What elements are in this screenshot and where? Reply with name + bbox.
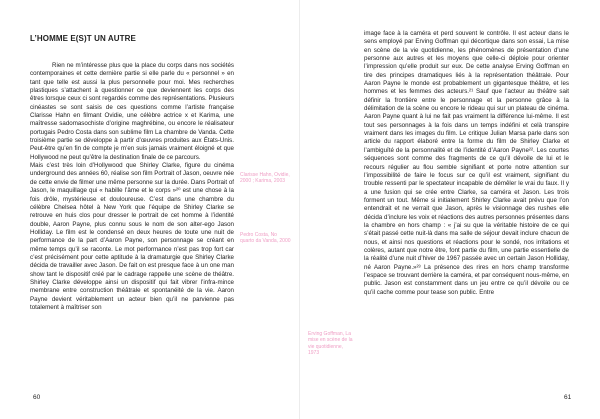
paragraph: Rien ne m’intéresse plus que la place du corps dans nos sociétés contemporaines et cette dernière partie si elle parle du « personnel » en tant que telle est aussi la plus personnelle pour moi. Mes recherches plastiques s’attachent à questionner ce que deviennent les corps des êtres lorsque ceux ci sont regardés comme des représentations. Plusieurs cinéastes se sont saisis de ces questions comme l’artiste française Clarisse Hahn en filmant Ovidie, une célèbre actrice x et Karima, une maîtresse sadomasochiste d’origine maghrébine, ou encore le réalisateur portugais Pedro Costa dans son sublime film La chambre de Vanda. Cette troisième partie se développe à partir d’œuvres produites aux États-Unis. Peut-être qu’en fin de compte je m’en suis jamais vraiment éloigné et que Hollywood ne peut qu’être la destination finale de ce parcours. bbox=[30, 62, 234, 161]
right-page bbox=[300, 0, 600, 419]
chapter-heading: L’HOMME E(S)T UN AUTRE bbox=[30, 34, 136, 43]
page-number-right: 61 bbox=[564, 394, 572, 401]
paragraph: Mais c’est très loin d’Hollywood que Shirley Clarke, figure du cinéma underground des années 60, réalise son film Portrait of Jason, oeuvre née de cette envie de filmer une même personne sur la durée. Dans Portrait of Jason, le maquillage qui « habille l’âme et le corps »²⁰ est une chose à la fois drôle, mystérieuse et douloureuse. C’est dans une chambre du célèbre Chelsea hôtel à New York que l’équipe de Shirley Clarke se retrouve en huis clos pour dresser le portrait de cet homme à l’identité double, Aaron Payne, plus connu sous le nom de son alter-ego Jason Holliday. Le film est le condensé en deux heures de toute une nuit de performance de la part d’Aaron Payne, son personnage se créant en même temps qu’il se raconte. Le mot performance n’est pas trop fort car c’est précisément pour cette aptitude à la dramaturgie que Shirley Clarke décida de travailler avec Jason. De fait on est presque face à un one man show tant le dispositif créé par le cadrage rappelle une scène de théâtre. Shirley Clarke développe ainsi un dispositif qui fait vibrer l’infra-mince membrane entre construction théâtrale et spontanéité de la vie. Aaron Payne devient véritablement un acteur bien qu’il ne parvienne pas totalement à maîtriser son bbox=[30, 162, 234, 311]
page-number-left: 60 bbox=[33, 394, 41, 401]
paragraph: image face à la caméra et perd souvent le contrôle. Il est acteur dans le sens employé par Erving Goffman qui décortique dans son essai, La mise en scène de la vie quotidienne, les phénomènes de présentation d’une personne aux autres et les moyens que celle-ci déploie pour orienter l’impression qu’elle produit sur eux. De cette analyse Erving Goffman en tire des principes dramatiques liés à la représentation théâtrale. Pour Aaron Payne le monde est probablement un gigantesque théâtre, et les hommes et les femmes des acteurs.²¹ Sauf que l’acteur au théâtre sait définir la frontière entre le personnage et la personne grâce à la délimitation de la scène ou encore le rideau qui sur un plateau de cinéma. Aaron Payne quant à lui ne fait pas vraiment la différence lui-même. Il est tout ses personnages à la fois dans un temps indéfini et celà transpire vraiment dans les images du film. Le critique Julian Marsa parle dans son article du rapport élaboré entre la forme du film de Shirley Clarke et l’ambiguïté de la personnalité et de l’identité d’Aaron Payne²². Les courtes séquences sont comme des fragments de ce qu’il dévoile de lui et le recours régulier au flou semble signifiant et porte notre attention sur l’impossibilité de faire le focus sur ce qu’il est vraiment, signifiant du trouble ressenti par le spectateur incapable de démêler le vrai du faux. Il y a une fusion qui se crée entre Clarke, sa caméra et Jason. Les trois forment un tout. Même si initialement Shirley Clarke avait prévu que l’on entendrait et ne verrait que Jason, après le visionnage des rushes elle décida d’inclure les voix et réactions des autres personnes présentes dans la chambre en hors champ : « j’ai su que la véritable histoire de ce qui s’était passé cette nuit-là dans ma salle de séjour devait inclure chacun de nous, et ainsi nos questions et réactions pour le sondé, nos irritations et colères, autant que notre être, font partie du film, une partie essentielle de la réalité d’une nuit d’hiver de 1967 passée avec un certain Jason Holliday, né Aaron Payne.»²³ La présence des rires en hors champ transforme l’espace se trouvant derrière la caméra, et par conséquent nous-même, en public. Jason est constamment dans un jeu entre ce qu’il dévoile ou ce qu’il cache comme pour tease son public. Entre bbox=[364, 30, 569, 296]
margin-note: Erving Goffman, La mise en scène de la vie quotidienne, 1973 bbox=[308, 331, 353, 356]
left-body-text bbox=[30, 62, 234, 392]
margin-note: Clarisse Hahn, Ovidie, 2000 ; Karima, 2003 bbox=[240, 172, 290, 185]
margin-note: Pedro Costa, No quarto da Vanda, 2000 bbox=[240, 232, 291, 245]
right-body-text bbox=[364, 30, 569, 392]
